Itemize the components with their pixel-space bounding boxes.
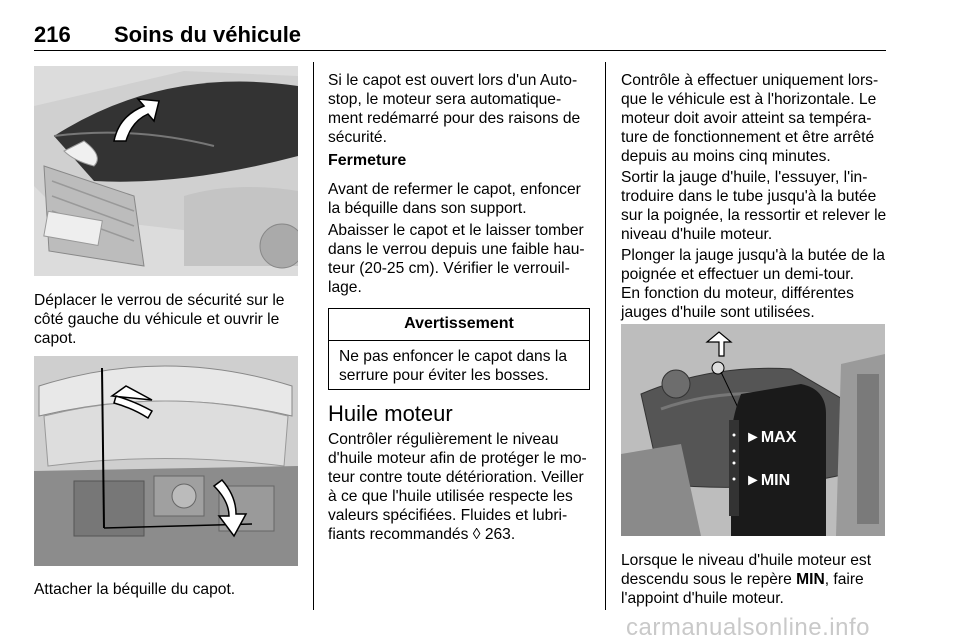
engine-oil-paragraph [328,430,592,544]
warning-divider [329,340,589,341]
column-separator-2 [605,62,606,610]
check-conditions-paragraph: Contrôle à effectuer uniquement lors-que le véhicule est à l'horizontale. Le moteur doit avoir atteint sa tempéra-ture de fonctionnement et être arrêté depuis au moins cinq minutes. [621,72,879,165]
hood-prop-illustration [34,356,298,566]
watermark: carmanualsonline.info [626,614,870,641]
closing-heading: Fermeture [328,152,407,169]
closing-paragraph-2: Abaisser le capot et le laisser tomber dans le verrou depuis une faible hau-teur (20-25 cm). Vérifier le verrouil-lage. [328,222,585,296]
warning-box [328,308,590,390]
warning-text: Ne pas enfoncer le capot dans la serrure pour éviter les bosses. [339,348,567,384]
dipstick-icon [621,324,885,536]
dipstick-max-label: ►MAX [745,429,797,446]
dipstick-min-label: ►MIN [745,472,791,489]
warning-title: Avertissement [404,315,514,332]
oil-refill-text-before: Lorsque le niveau d'huile moteur est descendu sous le repère [621,552,872,588]
car-hood-open-icon [34,66,298,276]
section-title: Soins du véhicule [114,22,302,47]
dipstick-procedure-paragraph: Sortir la jauge d'huile, l'essuyer, l'in-troduire dans le tube jusqu'à la butée sur la poignée, la ressortir et relever le niveau d'huile moteur. [621,169,887,243]
engine-oil-heading: Huile moteur [328,401,453,426]
dipstick-variants-paragraph: En fonction du moteur, différentes jauges d'huile sont utilisées. [621,285,854,321]
hood-prop-rod-icon [34,356,298,566]
oil-refill-paragraph [621,551,887,608]
caption-hood-prop: Attacher la béquille du capot. [34,581,236,598]
min-mark-label: MIN [796,571,825,588]
closing-paragraph-1: Avant de refermer le capot, enfoncer la béquille dans son support. [328,181,581,217]
page-reference-link[interactable]: 263. [484,526,516,543]
oil-dipstick-illustration [621,324,885,536]
hood-opening-illustration [34,66,298,276]
engine-oil-paragraph-text: Contrôler régulièrement le niveau d'huile moteur afin de protéger le mo-teur contre toute détérioration. Veiller à ce que l'huile utilisée respecte les valeurs spécifiées. Fluides et lubri-fiants recommandés [328,431,587,543]
dipstick-insert-paragraph: Plonger la jauge jusqu'à la butée de la poignée et effectuer un demi-tour. [621,247,885,283]
page-reference-icon: ◊ [472,526,481,543]
page-number: 216 [34,22,71,47]
column-separator-1 [313,62,314,610]
caption-hood-opening: Déplacer le verrou de sécurité sur le côté gauche du véhicule et ouvrir le capot. [34,292,285,347]
oil-refill-text-after: , faire l'appoint d'huile moteur. [621,571,864,607]
autostop-paragraph: Si le capot est ouvert lors d'un Auto-stop, le moteur sera automatique-ment redémarré pour des raisons de sécurité. [328,72,581,146]
header-rule [34,50,886,51]
